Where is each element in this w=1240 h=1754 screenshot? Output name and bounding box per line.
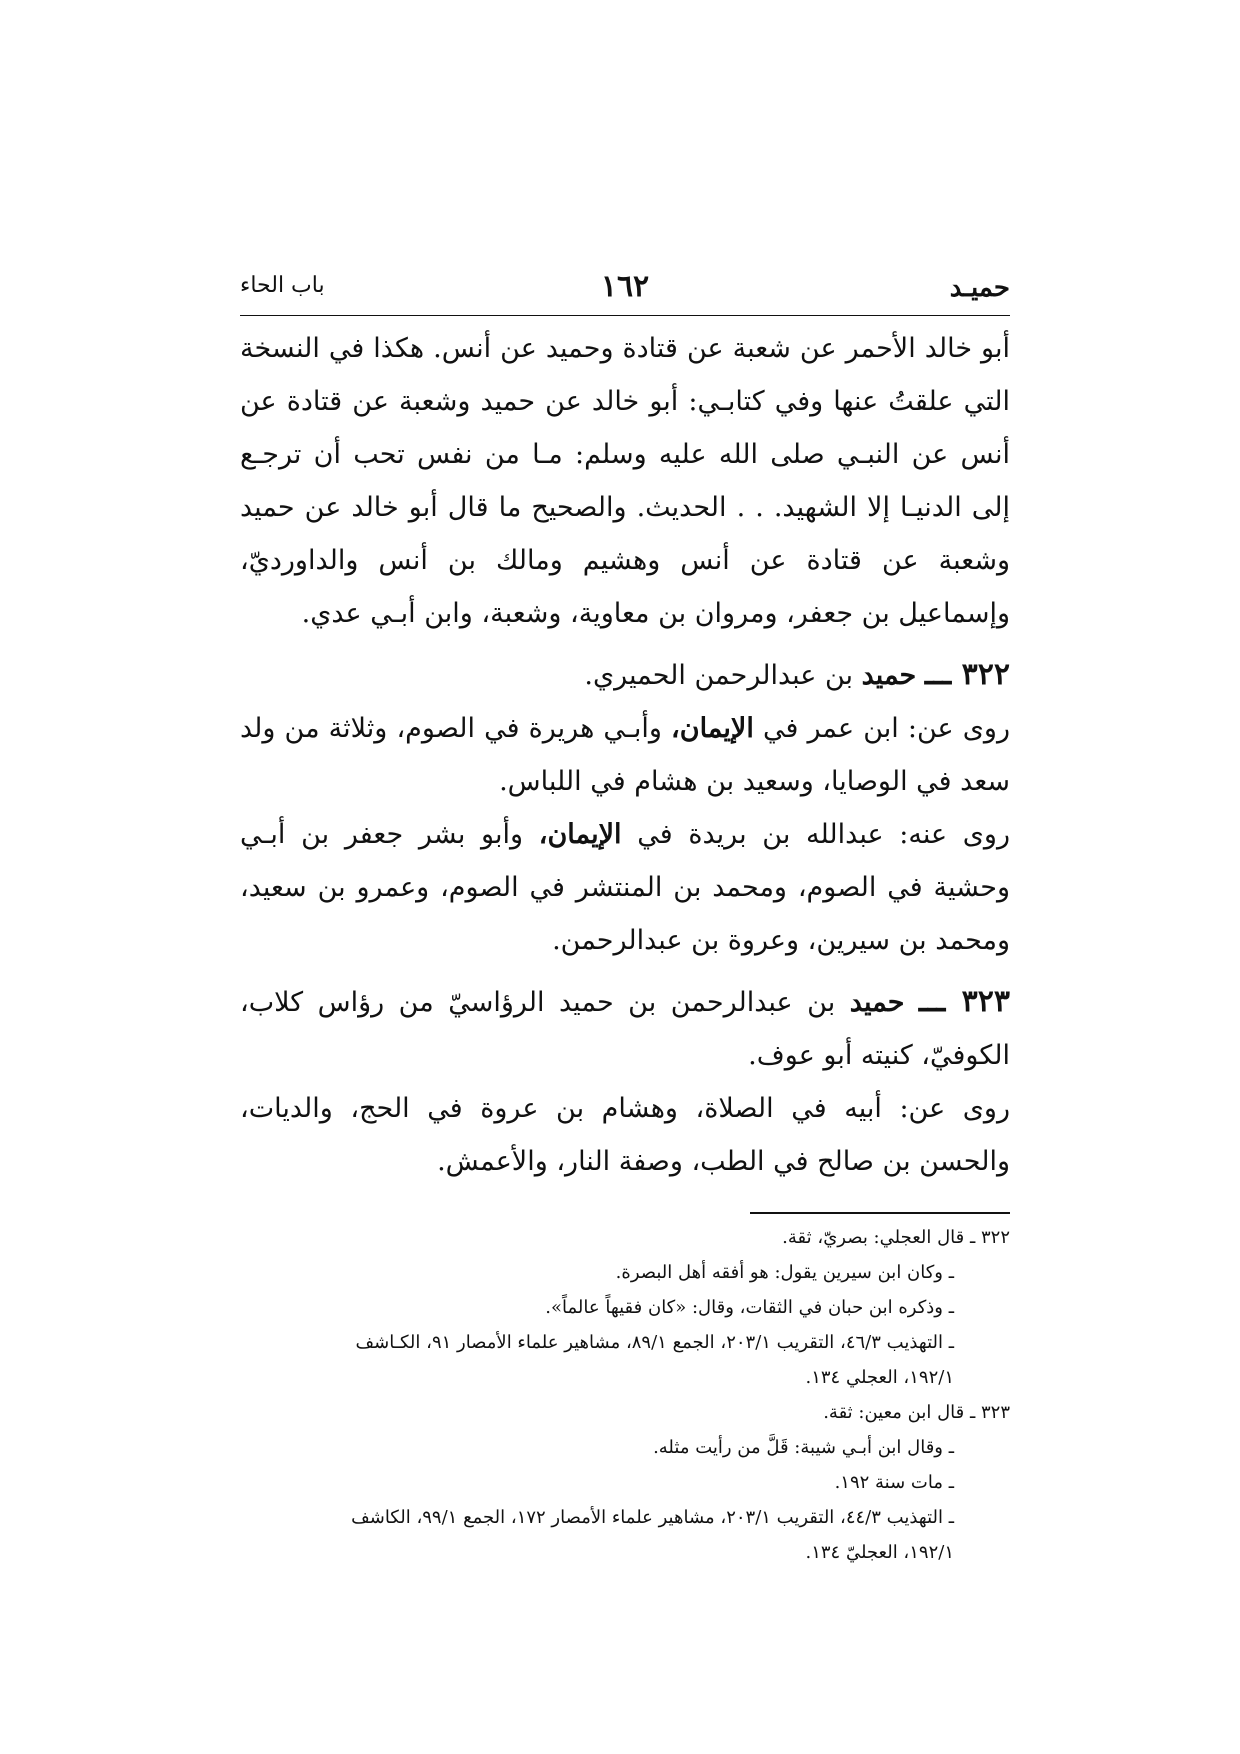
footnote-line: ـ وكان ابن سيرين يقول: هو أفقه أهل البصرة. [615, 1262, 954, 1283]
page [240, 265, 1010, 1570]
entry-name-rest: بن عبدالرحمن الحميري. [584, 660, 854, 691]
main-text [240, 322, 1010, 1188]
entry-number: ٣٢٢ ـــ [924, 657, 1010, 692]
footnote-line: ـ وقال ابن أبـي شيبة: قَلَّ من رأيت مثله. [653, 1437, 954, 1458]
entry-name-rest: بن عبدالرحمن بن حميد الرؤاسيّ من رؤاس كلاب، الكوفيّ، كنيته أبو عوف. [240, 987, 1010, 1071]
entry-322-narrated-by [240, 808, 1010, 967]
entry-name: حميد [861, 660, 917, 691]
text-segment: وأبو بشر جعفر بن أبـي وحشية في الصوم، ومحمد بن المنتشر في الصوم، وعمرو بن سعيد، ومحمد بن سيرين، وعروة بن عبدالرحمن. [240, 819, 1010, 956]
page-header [240, 265, 1010, 315]
footnote-line: ـ وذكره ابن حبان في الثقات، وقال: «كان فقيهاً عالماً». [545, 1297, 954, 1318]
footnote-rule [750, 1212, 1010, 1214]
page-number: ١٦٢ [600, 269, 650, 304]
text-segment-bold: الإيمان، [538, 819, 622, 850]
entry-name: حميد [849, 987, 905, 1018]
header-running-title: حميـد [949, 273, 1010, 303]
entry-322-heading [240, 648, 1010, 702]
entry-number: ٣٢٣ ـــ [918, 984, 1011, 1019]
text-segment: روى عنه: عبدالله بن بريدة في [637, 819, 1011, 850]
header-rule [240, 315, 1010, 316]
entry-323-narrated-from: روى عن: أبيه في الصلاة، وهشام بن عروة في الحج، والديات، والحسن بن صالح في الطب، وصفة النار، والأعمش. [240, 1093, 1010, 1177]
text-segment: وأبـي هريرة في الصوم، وثلاثة من ولد سعد في الوصايا، وسعيد بن هشام في اللباس. [240, 713, 1010, 797]
entry-323-heading [240, 975, 1010, 1082]
paragraph-continuation: أبو خالد الأحمر عن شعبة عن قتادة وحميد عن أنس. هكذا في النسخة التي علقتُ عنها وفي كتابـي: أبو خالد عن حميد وشعبة عن قتادة عن أنس عن النبـي صلى الله عليه وسلم: مـا من نفس تحب أن ترجـع إلى الدنيـا إلا الشهيد. . . الحديث. والصحيح ما قال أبو خالد عن حميد وشعبة عن قتادة عن أنس وهشيم ومالك بن أنس والداورديّ، وإسماعيل بن جعفر، ومروان بن معاوية، وشعبة، وابن أبـي عدي. [240, 333, 1010, 629]
text-segment-bold: الإيمان، [671, 713, 754, 744]
header-chapter-title: باب الحاء [240, 273, 325, 298]
footnote-322: ٣٢٢ ـ قال العجلي: بصريّ، ثقة. [782, 1227, 1010, 1248]
footnote-323: ٣٢٣ ـ قال ابن معين: ثقة. [823, 1402, 1010, 1423]
footnotes [240, 1212, 1010, 1570]
footnote-line: ـ مات سنة ١٩٢. [834, 1472, 954, 1493]
footnote-line: ١٩٢/١، العجلي ١٣٤. [805, 1367, 954, 1388]
footnote-line: ١٩٢/١، العجليّ ١٣٤. [805, 1542, 954, 1563]
text-segment: روى عن: ابن عمر في [762, 713, 1010, 744]
footnote-line: ـ التهذيب ٤٦/٣، التقريب ٢٠٣/١، الجمع ٨٩/١، مشاهير علماء الأمصار ٩١، الكـاشف [355, 1332, 954, 1353]
entry-322-narrated-from [240, 702, 1010, 808]
footnote-line: ـ التهذيب ٤٤/٣، التقريب ٢٠٣/١، مشاهير علماء الأمصار ١٧٢، الجمع ٩٩/١، الكاشف [351, 1507, 954, 1528]
